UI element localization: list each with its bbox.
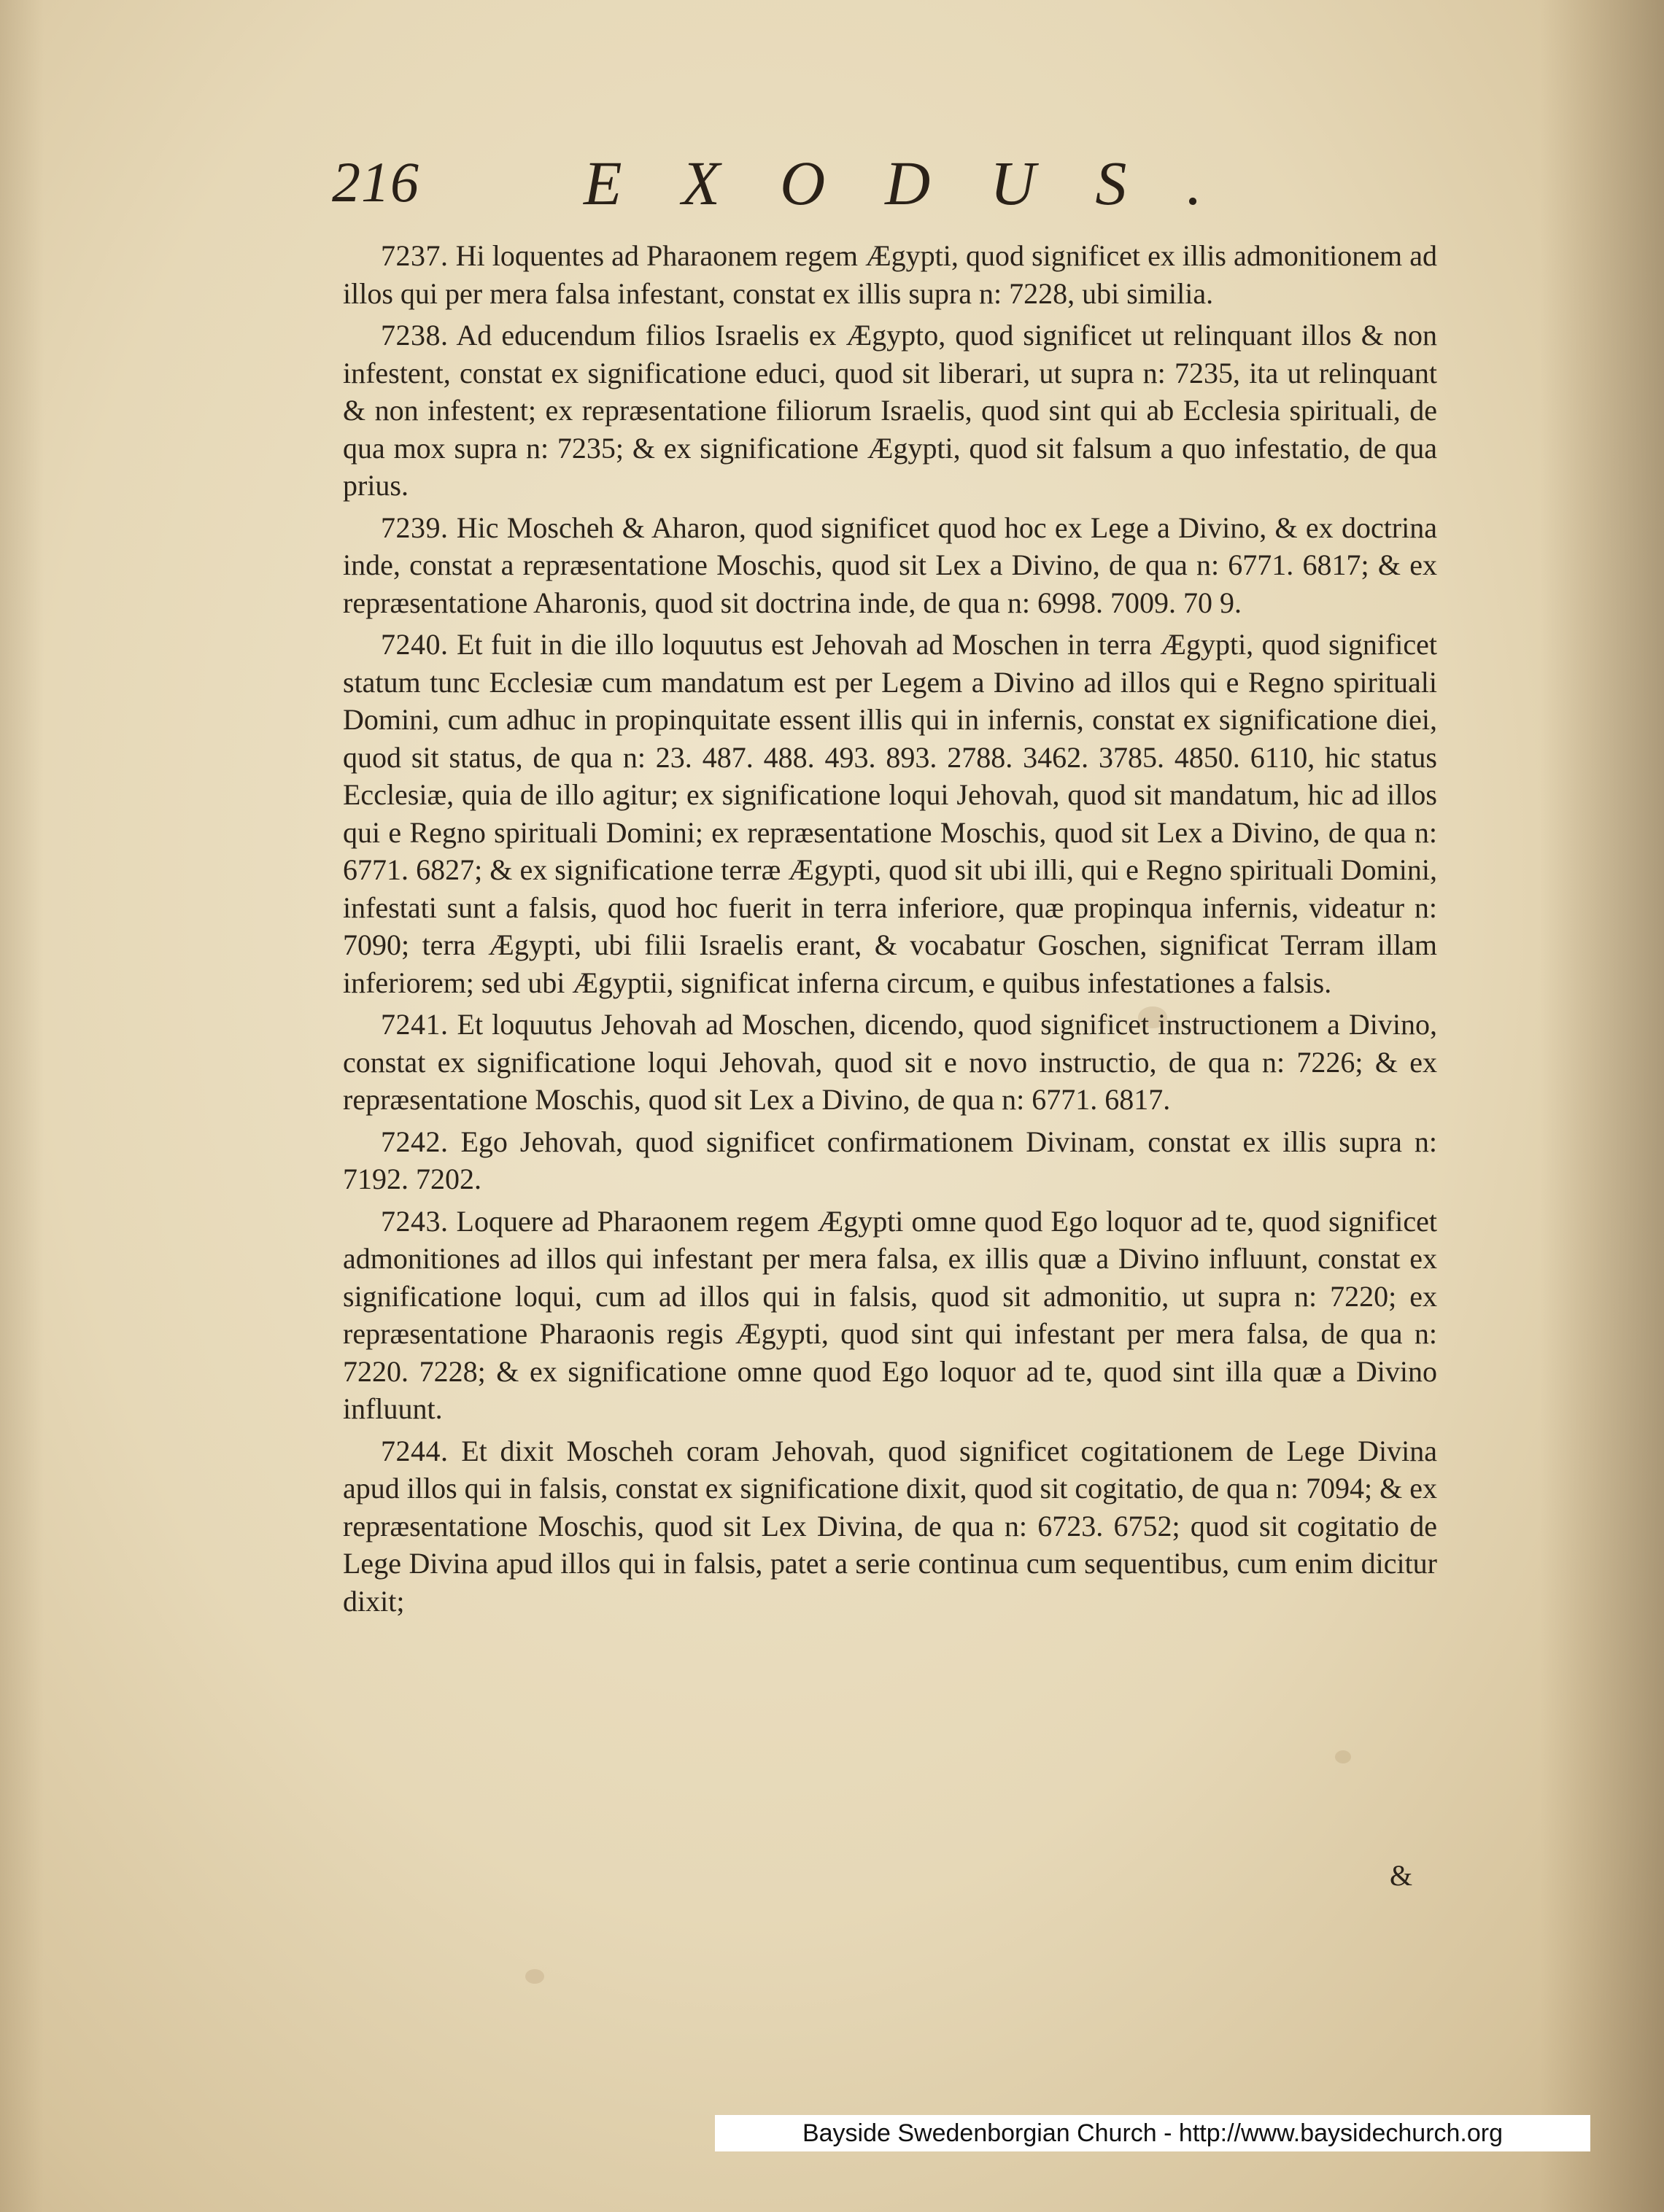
paragraph-text: Ego Jehovah, quod significet confirmationem Divinam, constat ex illis supra n: 7192. 7202. — [343, 1125, 1438, 1195]
running-head — [332, 148, 1262, 237]
paragraph-text: Hi loquentes ad Pharaonem regem Ægypti, quod significet ex illis admonitionem ad illos qui per mera falsa infestant, constat ex illis supra n: 7228, ubi similia. — [343, 239, 1437, 310]
paragraph-text: Et dixit Moscheh coram Jehovah, quod significet cogitationem de Lege Divina apud illos qui in falsis, constat ex significatione dixit, quod sit cogitatio, de qua n: 7094; & ex repræsentatione Moschis, quod sit Lex Divina, de qua n: 6723. 6752; quod sit cogitatio de Lege Divina apud illos qui in falsis, patet a serie continua cum sequentibus, cum enim dicitur dixit; — [343, 1434, 1438, 1618]
page-number: 216 — [332, 150, 419, 214]
paragraph-number: 7238. — [381, 319, 449, 352]
paragraph-text: Ad educendum filios Israelis ex Ægypto, quod significet ut relinquant illos & non infestent, constat ex significatione educi, quod sit liberari, ut supra n: 7235, ita ut relinquant & non infestent; ex repræsentatione filiorum Israelis, quod sint qui ab Ecclesia spirituali, de qua mox supra n: 7235; & ex significatione Ægypti, quod sit falsum a quo infestatio, de qua prius. — [343, 319, 1438, 502]
watermark-banner: Bayside Swedenborgian Church - http://www.baysidechurch.org — [715, 2115, 1590, 2151]
paragraph-7237 — [343, 237, 1437, 312]
paragraph-text: Et loquutus Jehovah ad Moschen, dicendo, quod significet instructionem a Divino, constat ex significatione loqui Jehovah, quod sit e novo instructio, de qua n: 7226; & ex repræsentatione Moschis, quod sit Lex a Divino, de qua n: 6771. 6817. — [343, 1008, 1438, 1116]
paragraph-7241 — [343, 1006, 1437, 1119]
paragraph-number: 7240. — [381, 628, 449, 661]
paragraph-7244 — [343, 1432, 1437, 1621]
paragraph-7243 — [343, 1203, 1437, 1428]
paragraph-number: 7239. — [381, 511, 449, 544]
paragraph-7242 — [343, 1123, 1437, 1198]
paper-stain — [525, 1969, 544, 1984]
paragraph-number: 7244. — [381, 1434, 449, 1467]
catchword: & — [1390, 1859, 1413, 1892]
paragraph-number: 7242. — [381, 1125, 449, 1158]
paragraph-7238 — [343, 317, 1437, 505]
paragraph-text: Et fuit in die illo loquutus est Jehovah ad Moschen in terra Ægypti, quod significet statum tunc Ecclesiæ cum mandatum est per Legem a Divino ad illos qui e Regno spirituali Domini, cum adhuc in propinquitate essent illis qui in infernis, constat ex significatione diei, quod sit status, de qua n: 23. 487. 488. 493. 893. 2788. 3462. 3785. 4850. 6110, hic status Ecclesiæ, quia de illo agitur; ex significatione loqui Jehovah, quod sit mandatum, hic ad illos qui e Regno spirituali Domini; ex repræsentatione Moschis, quod sit Lex a Divino, de qua n: 6771. 6827; & ex significatione terræ Ægypti, quod sit ubi illi, qui e Regno spirituali Domini, infestati sunt a falsis, quod hoc fuerit in terra inferiore, quæ propinqua infernis, videatur n: 7090; terra Ægypti, ubi filii Israelis erant, & vocabatur Goschen, significat Terram illam inferiorem; sed ubi Ægyptii, significat inferna circum, e quibus infestationes a falsis. — [343, 628, 1438, 999]
page-right-shadow — [1540, 0, 1664, 2212]
paragraph-7239 — [343, 509, 1437, 622]
paragraph-text: Hic Moscheh & Aharon, quod significet quod hoc ex Lege a Divino, & ex doctrina inde, constat a repræsentatione Moschis, quod sit Lex a Divino, de qua n: 6771. 6817; & ex repræsentatione Aharonis, quod sit doctrina inde, de qua n: 6998. 7009. 70 9. — [343, 511, 1437, 619]
paragraph-7240 — [343, 626, 1437, 1001]
paragraph-text: Loquere ad Pharaonem regem Ægypti omne quod Ego loquor ad te, quod significet admonitiones ad illos qui infestant per mera falsa, ex illis quæ a Divino influunt, constat ex significatione loqui, cum ad illos qui in falsis, quod sit admonitio, ut supra n: 7220; ex repræsentatione Pharaonis regis Ægypti, quod sint qui infestant per mera falsa, de qua n: 7220. 7228; & ex significatione omne quod Ego loquor ad te, quod sint illa quæ a Divino influunt. — [343, 1204, 1437, 1425]
paragraph-number: 7243. — [381, 1204, 449, 1238]
paper-stain — [1335, 1750, 1351, 1763]
paragraph-number: 7241. — [381, 1008, 449, 1041]
book-title: EXODUS. — [584, 148, 1262, 218]
page-left-shadow — [0, 0, 44, 2212]
paragraph-number: 7237. — [381, 239, 449, 272]
body-text — [343, 237, 1437, 1620]
